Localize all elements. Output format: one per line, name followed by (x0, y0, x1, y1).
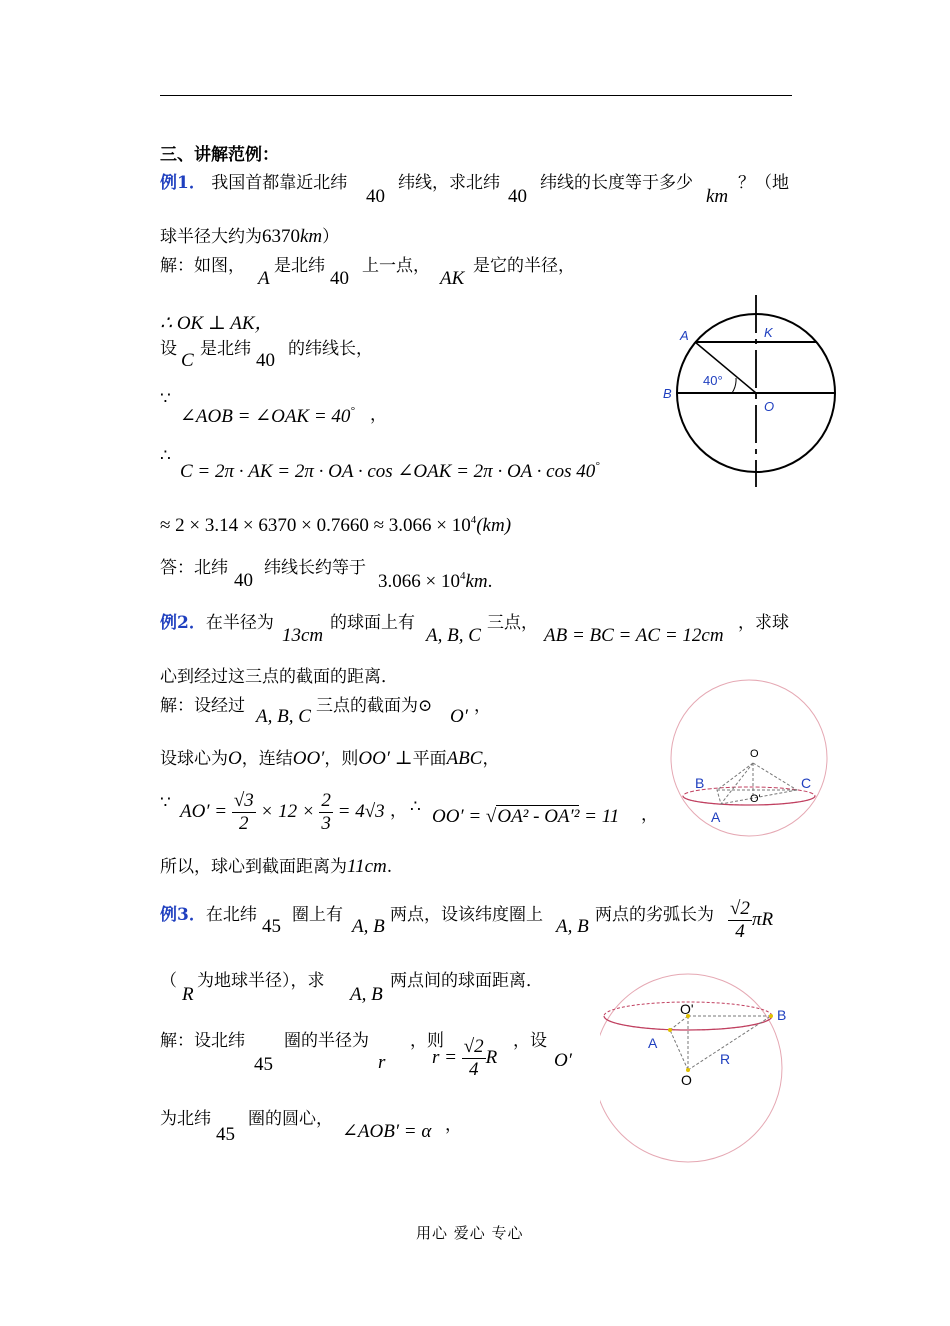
ex2-equal-sides: AB = BC = AC = 12cm (544, 625, 724, 646)
line-OA (670, 1030, 688, 1070)
ex3-lat: 45 (216, 1124, 235, 1145)
fraction-2-over-3 (319, 790, 333, 835)
ex2-OO-eq: OO′ = √OA² - OA′² = 11 (432, 806, 620, 827)
frac-num: 2 (321, 790, 331, 811)
ex1-line2 (160, 226, 339, 248)
ex2-radius: 13cm (282, 625, 324, 646)
label-A: A (680, 328, 689, 343)
ex2-line2: 心到经过这三点的截面的距离． (160, 667, 398, 687)
ex2-AO: AO′ = (180, 800, 228, 822)
because-symbol: ∵ (160, 389, 171, 409)
sphere-outline (671, 680, 827, 836)
ex3-s1c: ，则 (410, 1031, 444, 1051)
frac-num: √2 (730, 898, 750, 919)
ex2-s1a: 解：设经过 (160, 696, 245, 716)
ex2-label: 例2． (160, 613, 206, 633)
ex1-lat: 40 (330, 268, 349, 289)
ex2-points: A, B, C (426, 625, 481, 646)
ex1-lat: 40 (508, 186, 527, 207)
label-O: O (750, 748, 759, 760)
ex2-s1-O: O′ (450, 706, 468, 727)
ex1-answer-dot: . (487, 571, 493, 592)
ex2-text: 平面 (412, 749, 447, 769)
ex1-label: 例1． (160, 173, 206, 193)
ex2-radicand: OA² - OA′² (497, 806, 580, 827)
ex2-text: ，连结 (241, 749, 293, 769)
ex1-sol-d: 是它的半径， (473, 256, 575, 276)
ex3-s1d: ，设 (513, 1031, 547, 1051)
ex3-line1a (160, 904, 257, 926)
ex1-answer-exp: 4 (459, 570, 466, 582)
ex1-answer-unit: km (465, 571, 488, 592)
label-K: K (764, 325, 773, 340)
ex1-comma: ， (370, 405, 387, 425)
ex1-text: 我国首都靠近北纬 (211, 173, 348, 193)
ex2-s1b: 三点的截面为⊙ (316, 696, 433, 716)
ex3-piR: πR (751, 908, 774, 930)
ex1-c-eq-text: C = 2π · AK = 2π · OA · cos ∠OAK = 2π · OA · cos 40 (180, 461, 596, 482)
point-A: A (258, 268, 270, 289)
ex1-sol-b: 是北纬 (274, 256, 325, 276)
ex2-root3: √3 (364, 800, 385, 822)
ex2-s1-points: A, B, C (256, 706, 311, 727)
ex3-R: R (182, 984, 194, 1005)
ex3-arc-length (728, 898, 773, 943)
line-OpA (670, 1016, 688, 1030)
ex3-s2a: 为北纬 (160, 1109, 211, 1129)
label-B: B (663, 386, 672, 401)
ex2-comma: ， (641, 805, 658, 825)
label-B: B (695, 775, 705, 791)
point-B (769, 1014, 773, 1018)
ex2-text: 的球面上有 (330, 613, 415, 633)
frac-num: √2 (463, 1036, 484, 1057)
ex3-AB: A, B (350, 984, 383, 1005)
ex3-p2c: 两点间的球面距离． (390, 971, 543, 991)
label-O: O (681, 1072, 692, 1088)
ex2-O: O (228, 748, 242, 769)
label-B: B (777, 1007, 787, 1023)
frac-den: 4 (735, 921, 745, 942)
ex1-approx-unit: (km) (476, 515, 512, 536)
fraction-sqrt2-over-4 (728, 898, 752, 943)
ex1-circumference: C = 2π · AK = 2π · OA · cos ∠OAK = 2π · OA · cos 40° (180, 460, 600, 482)
ex3-lat: 45 (254, 1054, 273, 1075)
ex3-r-lhs: r = (432, 1046, 457, 1068)
ex1-ans-a: 答：北纬 (160, 558, 228, 578)
ex2-OO-lhs: OO′ = (432, 806, 482, 827)
ex3-text: 圈上有 (292, 905, 343, 925)
figure-sphere-45 (600, 970, 800, 1168)
ex1-answer-value: 3.066 × 10 (378, 571, 460, 592)
section-front-arc (683, 796, 815, 805)
line-OA (721, 763, 753, 804)
frac-den: 2 (239, 813, 249, 834)
ex1-sol-c: 上一点， (362, 256, 430, 276)
section-title: 三、讲解范例： (160, 145, 279, 165)
ex2-OO: OO′ (292, 748, 325, 769)
ex2-text: . (386, 857, 393, 877)
ex2-eq4: = 4 (337, 800, 365, 822)
ex1-ans-b: 纬线长约等于 (264, 558, 366, 578)
ex1-set-b: 是北纬 (200, 339, 251, 359)
line-OB (717, 763, 753, 790)
ex1-lat: 40 (256, 350, 275, 371)
ex2-conclusion (160, 856, 392, 878)
ex3-s2c: ， (445, 1115, 462, 1135)
ex1-text: 纬线的长度等于多少 (540, 173, 693, 193)
ex3-s2b: 圈的圆心， (248, 1109, 333, 1129)
ex3-Oprime: O′ (554, 1050, 572, 1071)
ex1-text: 纬线，求北纬 (398, 173, 500, 193)
ex2-text: ，则 (324, 749, 359, 769)
segment-AK: AK (440, 268, 465, 289)
ex3-angle: ∠AOB′ = α (342, 1121, 432, 1142)
ex3-label: 例3． (160, 905, 206, 925)
ex3-r-R: R (485, 1046, 498, 1068)
frac-den: 4 (468, 1059, 479, 1080)
ex1-text: ） (322, 227, 340, 247)
ex3-lat: 45 (262, 916, 281, 937)
ex3-s1a: 解：设北纬 (160, 1031, 245, 1051)
ex1-radius: 6370 (262, 226, 300, 247)
angle-arc (732, 378, 736, 393)
ex2-text: 在半径为 (205, 613, 274, 633)
fraction-sqrt2-over-4 (462, 1036, 486, 1081)
ex3-text: 在北纬 (205, 905, 257, 925)
ex3-text: 两点的劣弧长为 (595, 905, 714, 925)
frac-num: √3 (233, 790, 254, 811)
ex1-approx-exp: 4 (470, 514, 477, 526)
ex1-approx-text: ≈ 2 × 3.14 × 6370 × 0.7660 ≈ 3.066 × 10 (160, 515, 471, 536)
ex1-angle-text: ∠AOB = ∠OAK = 40 (180, 406, 351, 427)
ex3-text: 两点，设该纬度圈上 (390, 905, 543, 925)
ex2-text: ， (482, 749, 500, 769)
line-OC (753, 763, 797, 790)
ex2-text: 所以，球心到截面距离为 (160, 857, 347, 877)
ex2-AO-eq (180, 790, 385, 835)
symbol-C: C (181, 350, 194, 371)
ex1-perp: ∴ OK ⊥ AK， (160, 313, 274, 334)
label-A: A (711, 809, 721, 825)
ex2-OO-rhs: = 11 (584, 806, 620, 827)
ex3-s1b: 圈的半径为 (284, 1031, 369, 1051)
ex1-lat: 40 (234, 570, 253, 591)
ex1-unit: km (300, 226, 323, 247)
label-R: R (720, 1051, 731, 1067)
ex2-perp: OO′ ⊥ (358, 748, 413, 769)
ex1-text: 球半径大约为 (160, 227, 262, 247)
ex2-s2 (160, 748, 499, 770)
ex1-set-a: 设 (160, 339, 177, 359)
figure-latitude-circle (660, 295, 845, 490)
therefore-symbol: ∴ (160, 446, 171, 466)
ex1-angle-eq: ∠AOB = ∠OAK = 40° (180, 405, 355, 427)
label-Oprime: O' (680, 1001, 694, 1017)
ex2-text: ，求球 (738, 613, 789, 633)
ex3-p2a: （ (160, 971, 177, 991)
ex1-unit: km (706, 186, 729, 207)
label-A: A (648, 1035, 658, 1051)
label-C: C (801, 775, 812, 791)
label-O: O (764, 399, 775, 414)
ex2-times: × 12 × (260, 800, 315, 822)
label-angle: 40° (703, 373, 723, 388)
ex1-approx (160, 514, 511, 537)
ex3-AB: A, B (556, 916, 589, 937)
ex2-line1a (160, 612, 274, 634)
page-footer: 用心 爱心 专心 (416, 1224, 524, 1242)
therefore-symbol: ∴ (410, 797, 421, 817)
ex1-sol-a: 解：如图， (160, 256, 245, 276)
label-Oprime: O' (750, 793, 761, 805)
ex2-ABC: ABC (446, 748, 483, 769)
ex2-distance: 11cm (347, 856, 387, 877)
fraction-sqrt3-over-2 (232, 790, 256, 835)
ex3-AB: A, B (352, 916, 385, 937)
ex3-p2b: 为地球半径），求 (197, 971, 325, 991)
ex1-lat: 40 (366, 186, 385, 207)
ex1-answer (378, 570, 492, 593)
because-symbol: ∵ (160, 793, 171, 813)
ex2-text: 设球心为 (160, 749, 228, 769)
point-A (668, 1028, 672, 1032)
ex3-r: r (378, 1052, 386, 1073)
figure-sphere-abc (665, 678, 833, 838)
ex2-s1c: ， (474, 696, 491, 716)
header-rule (160, 95, 792, 96)
frac-den: 3 (321, 813, 331, 834)
ex1-line1 (160, 172, 347, 194)
ex2-comma: ， (390, 801, 407, 821)
ex2-text: 三点， (487, 613, 538, 633)
ex1-set-c: 的纬线长， (288, 339, 373, 359)
ex3-r-eq (432, 1036, 497, 1081)
ex1-text: ？（地 (738, 173, 789, 193)
